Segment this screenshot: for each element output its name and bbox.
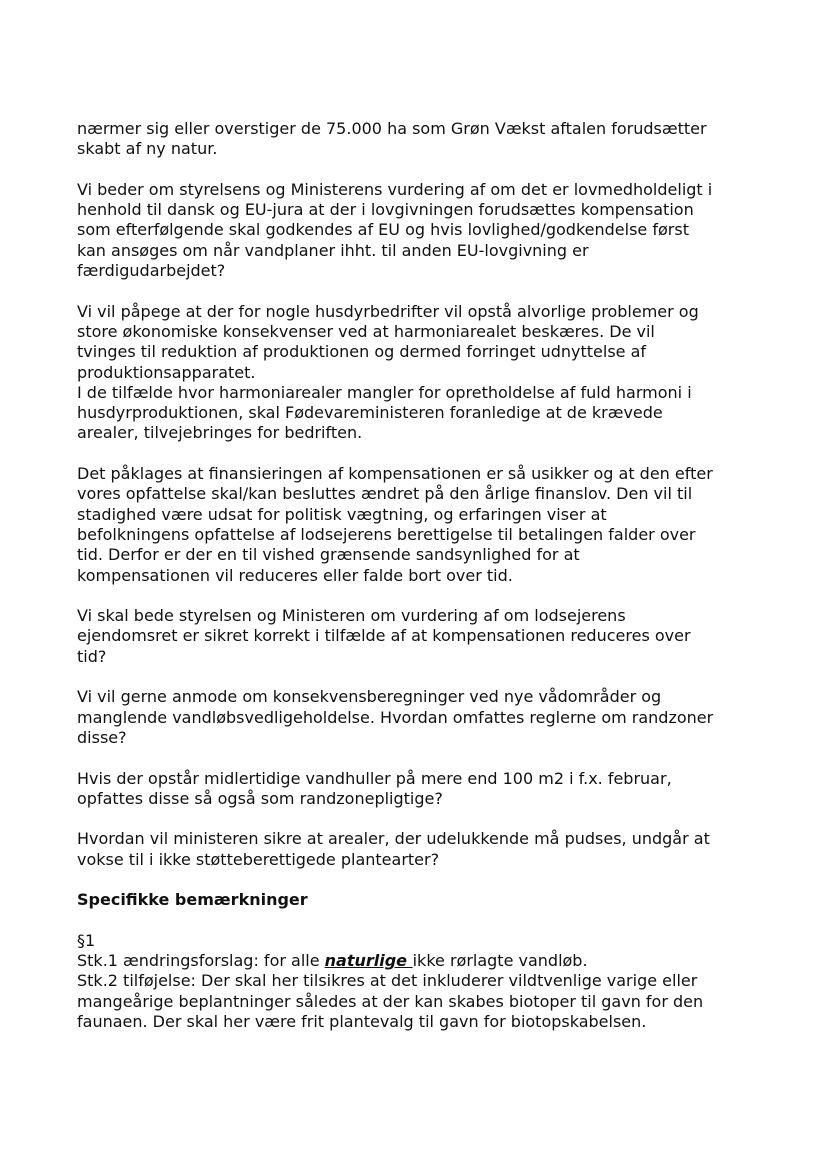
- paragraph-green-growth: nærmer sig eller overstiger de 75.000 ha som Grøn Vækst aftalen forudsætter skabt af ny natur.: [77, 119, 707, 159]
- document-body: [77, 119, 757, 1053]
- stk1-line: [77, 951, 757, 971]
- section-mark: §1: [77, 930, 96, 950]
- paragraph-property-rights: Vi skal bede styrelsen og Ministeren om vurdering af om lodsejerens ejendomsret er sikret korrekt i tilfælde af at kompensationen reduceres over tid?: [77, 606, 691, 666]
- stk1-text-after: ikke rørlagte vandløb.: [412, 951, 588, 971]
- stk2-paragraph: Stk.2 tilføjelse: Der skal her tilsikres at det inkluderer vildtvenlige varige eller mangeårige beplantninger således at der kan skabes biotoper til gavn for den faunaen. Der skal her være frit plantevalg til gavn for biotopskabelsen.: [77, 971, 704, 1032]
- paragraph-temporary-ponds: Hvis der opstår midlertidige vandhuller på mere end 100 m2 i f.x. februar, opfattes disse så også som randzonepligtige?: [77, 768, 672, 808]
- section-heading: Specifikke bemærkninger: [77, 890, 308, 910]
- paragraph-compensation-financing: Det påklages at finansieringen af kompensationen er så usikker og at den efter vores opfattelse skal/kan besluttes ændret på den årlige finanslov. Den vil til stadighed være udsat for politisk vægtning, og erfaringen viser at befolkningens opfattelse af lodsejerens berettigelse til betalingen falder over tid. Derfor er der en til vished grænsende sandsynlighed for at kompensationen vil reduceres eller falde bort over tid.: [77, 464, 713, 585]
- paragraph-wetland-consequences: Vi vil gerne anmode om konsekvensberegninger ved nye vådområder og manglende vandløbsvedligeholdelse. Hvordan omfattes reglerne om randzoner disse?: [77, 687, 714, 747]
- paragraph-harmony-area-provision: I de tilfælde hvor harmoniarealer mangler for opretholdelse af fuld harmoni i husdyrproduktionen, skal Fødevareministeren foranledige at de krævede arealer, tilvejebringes for bedriften.: [77, 382, 692, 443]
- paragraph-plant-species: Hvordan vil ministeren sikre at arealer, der udelukkende må pudses, undgår at vokse til i ikke støtteberettigede plantearter?: [77, 829, 710, 869]
- stk1-emphasis: naturlige: [324, 951, 413, 971]
- stk1-text-before: Stk.1 ændringsforslag: for alle: [77, 951, 325, 971]
- paragraph-harmony-area-problems: Vi vil påpege at der for nogle husdyrbedrifter vil opstå alvorlige problemer og store økonomiske konsekvenser ved at harmoniarealet beskæres. De vil tvinges til reduktion af produktionen og dermed forringet udnyttelse af produktionsapparatet.: [77, 301, 699, 382]
- paragraph-legal-assessment: Vi beder om styrelsens og Ministerens vurdering af om det er lovmedholdeligt i henhold til dansk og EU-jura at der i lovgivningen forudsættes kompensation som efterfølgende skal godkendes af EU og hvis lovlighed/godkendelse først kan ansøges om når vandplaner ihht. til anden EU-lovgivning er færdigudarbejdet?: [77, 179, 713, 281]
